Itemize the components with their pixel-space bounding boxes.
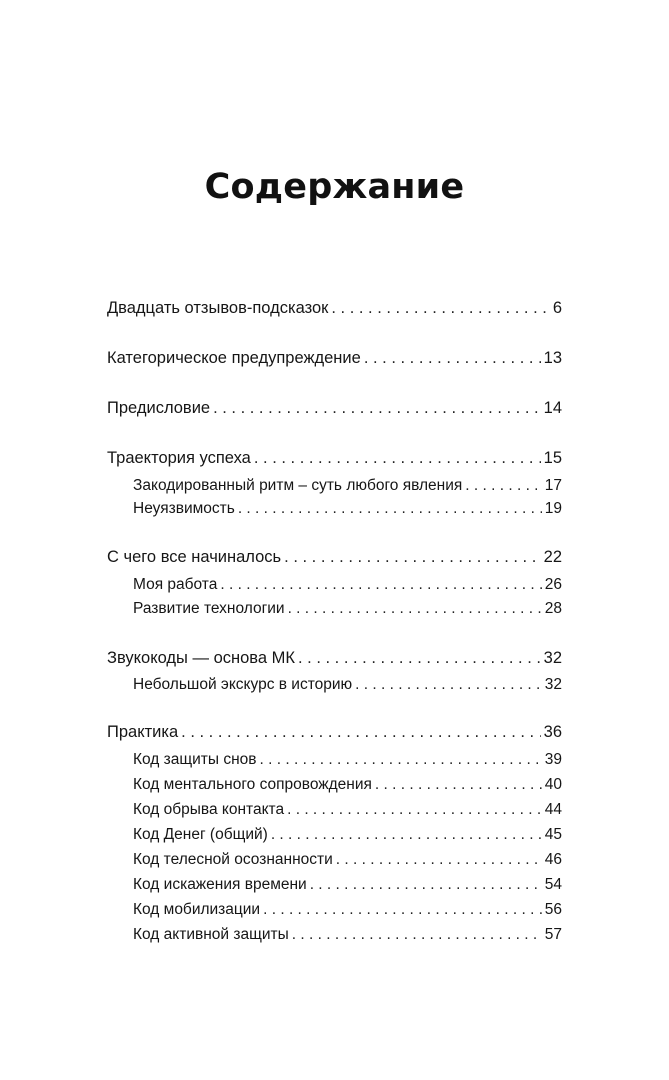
toc-entry-label: Моя работа <box>133 576 218 593</box>
toc-entry-page: 13 <box>543 349 562 367</box>
toc-entry-label: Код телесной осознанности <box>133 851 333 868</box>
toc-entry-label: Неуязвимость <box>133 500 235 517</box>
toc-leader-dots <box>271 824 542 846</box>
toc-entry-label: Развитие технологии <box>133 600 285 617</box>
toc-leader-dots <box>355 674 542 696</box>
toc-leader-dots <box>375 774 542 796</box>
toc-subentry <box>133 874 562 896</box>
toc-entry-page: 44 <box>544 801 562 818</box>
toc-subentry <box>133 749 562 771</box>
toc-leader-dots <box>336 849 542 871</box>
toc-subentry <box>133 774 562 796</box>
toc-subentry <box>133 598 562 620</box>
toc-leader-dots <box>298 647 541 669</box>
toc-leader-dots <box>287 799 542 821</box>
toc-leader-dots <box>465 475 541 497</box>
toc-entry-page: 28 <box>544 600 562 617</box>
toc-entry-page: 6 <box>552 299 562 317</box>
toc-leader-dots <box>364 347 541 369</box>
toc-subentry <box>133 849 562 871</box>
toc-entry-page: 14 <box>543 399 562 417</box>
toc-leader-dots <box>238 498 542 520</box>
toc-subentry <box>133 674 562 696</box>
toc-entry <box>107 721 562 743</box>
toc-entry-label: Закодированный ритм – суть любого явления <box>133 477 463 494</box>
toc-entry-label: Код активной защиты <box>133 926 289 943</box>
toc-subentry <box>133 824 562 846</box>
toc-leader-dots <box>213 397 541 419</box>
toc-subentry <box>133 498 562 520</box>
toc-leader-dots <box>292 924 542 946</box>
toc-leader-dots <box>254 447 541 469</box>
toc-entry-label: Траектория успеха <box>107 449 251 467</box>
toc-entry-page: 26 <box>544 576 562 593</box>
toc-entry-label: Код Денег (общий) <box>133 826 268 843</box>
toc-entry-page: 39 <box>544 751 562 768</box>
toc-entry-label: Код обрыва контакта <box>133 801 285 818</box>
toc-entry-page: 40 <box>544 776 562 793</box>
toc-leader-dots <box>260 749 542 771</box>
toc-entry <box>107 347 562 369</box>
toc-entry-label: С чего все начиналось <box>107 548 282 566</box>
toc-entry <box>107 297 562 319</box>
toc-entry-label: Звукокоды — основа МК <box>107 649 295 667</box>
toc-entry-label: Код защиты снов <box>133 751 257 768</box>
toc-entry-page: 57 <box>544 926 562 943</box>
toc-entry-page: 32 <box>543 649 562 667</box>
toc-subentry <box>133 574 562 596</box>
toc-entry-page: 32 <box>544 676 562 693</box>
toc-entry-page: 17 <box>544 477 562 494</box>
toc-leader-dots <box>181 721 540 743</box>
toc-entry-label: Код ментального сопровождения <box>133 776 372 793</box>
page-title: Содержание <box>204 167 465 207</box>
toc-leader-dots <box>263 899 542 921</box>
toc-subentry <box>133 475 562 497</box>
toc-entry-page: 22 <box>543 548 562 566</box>
toc-entry <box>107 397 562 419</box>
toc-entry-label: Двадцать отзывов-подсказок <box>107 299 329 317</box>
toc-entry-page: 36 <box>543 723 562 741</box>
toc-entry-label: Предисловие <box>107 399 211 417</box>
toc-entry-page: 19 <box>544 500 562 517</box>
toc-entry <box>107 647 562 669</box>
toc-subentry <box>133 899 562 921</box>
toc-entry-label: Практика <box>107 723 179 741</box>
toc-entry-label: Код мобилизации <box>133 901 261 918</box>
toc-entry <box>107 546 562 568</box>
toc-entry-page: 45 <box>544 826 562 843</box>
toc-leader-dots <box>288 598 542 620</box>
toc-entry-label: Небольшой экскурс в историю <box>133 676 353 693</box>
toc-entry-page: 15 <box>543 449 562 467</box>
toc-entry-label: Категорическое предупреждение <box>107 349 361 367</box>
toc-entry-page: 54 <box>544 876 562 893</box>
toc-leader-dots <box>220 574 541 596</box>
toc-subentry <box>133 924 562 946</box>
toc-subentry <box>133 799 562 821</box>
toc-leader-dots <box>284 546 540 568</box>
toc-leader-dots <box>331 297 549 319</box>
toc-leader-dots <box>310 874 542 896</box>
toc-entry-page: 46 <box>544 851 562 868</box>
toc-entry-label: Код искажения времени <box>133 876 307 893</box>
toc-entry-page: 56 <box>544 901 562 918</box>
toc-entry <box>107 447 562 469</box>
